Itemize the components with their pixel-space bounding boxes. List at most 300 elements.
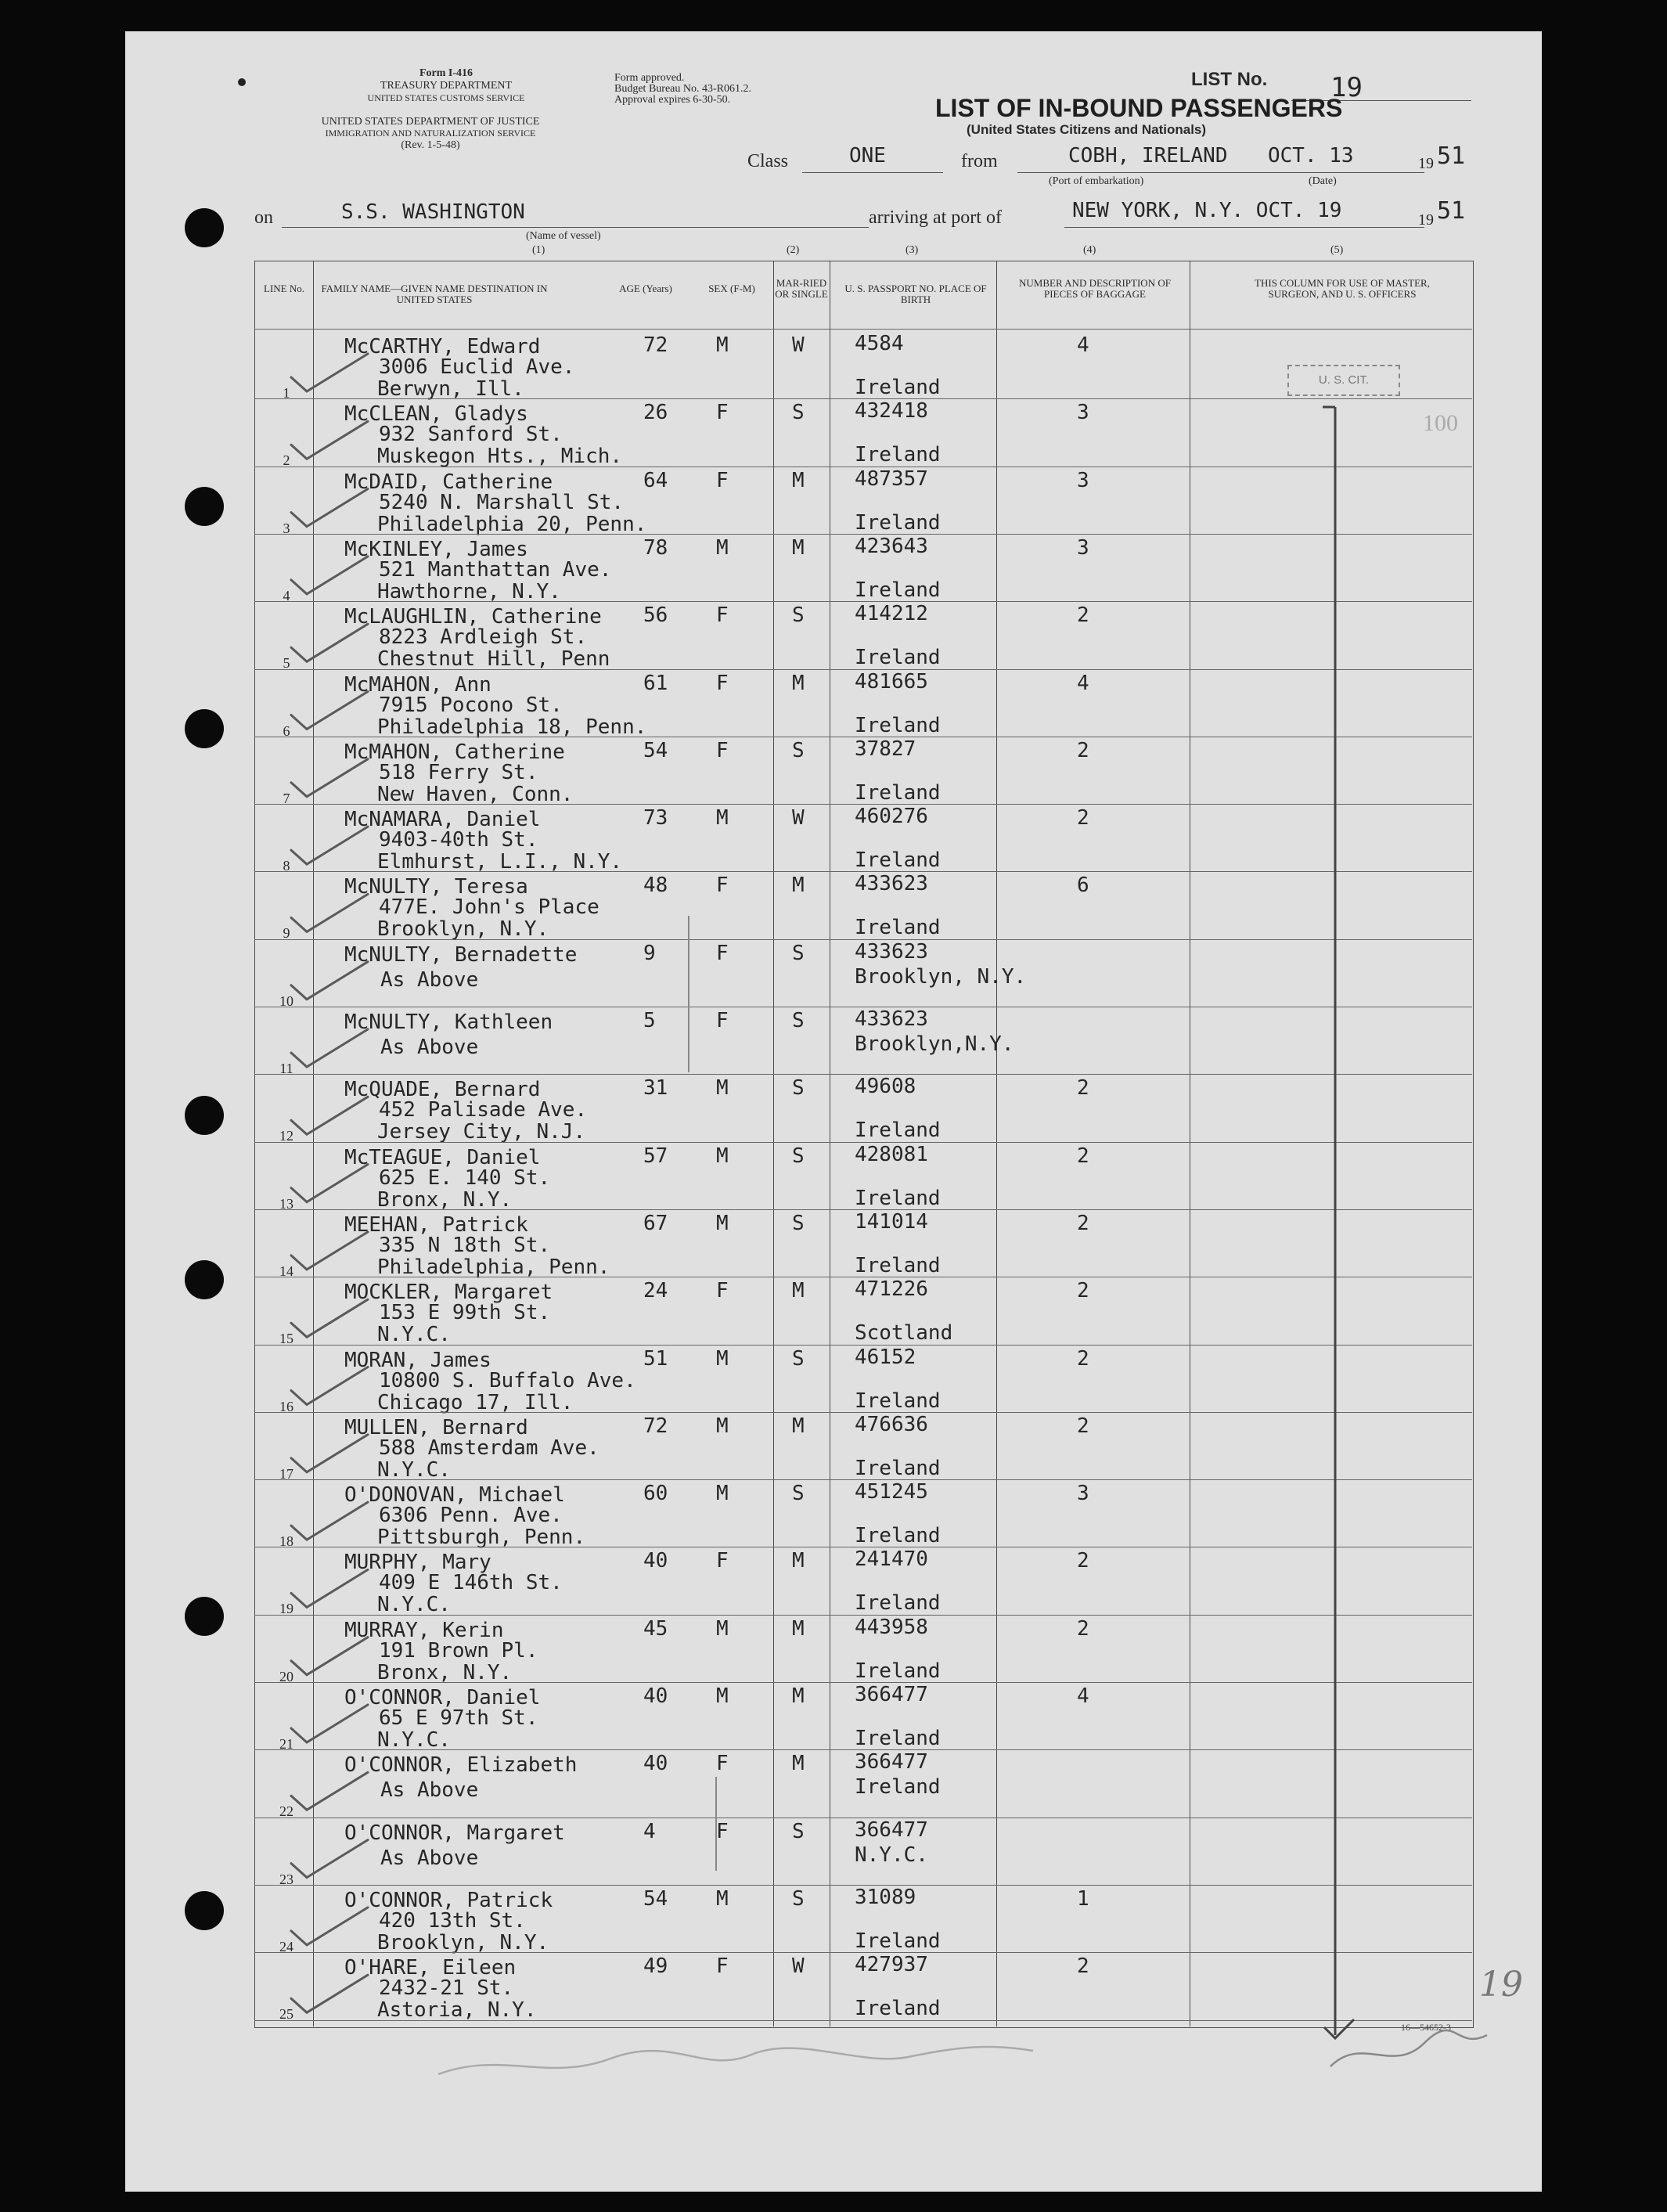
passport-number: 487357	[855, 467, 928, 491]
col-header-baggage: NUMBER AND DESCRIPTION OF PIECES OF BAGGAGE	[1019, 277, 1171, 300]
line-number: 9	[283, 925, 290, 942]
class-underline	[802, 172, 943, 173]
place-of-birth: Ireland	[855, 510, 941, 535]
age: 40	[643, 1684, 668, 1708]
address-line-1: 521 Manthattan Ave.	[379, 557, 612, 582]
baggage-count: 4	[1077, 671, 1089, 695]
address-line-2: N.Y.C.	[377, 1323, 451, 1347]
passport-number: 366477	[855, 1818, 928, 1842]
sex: M	[716, 1144, 729, 1168]
address-line-2: Bronx, N.Y.	[377, 1187, 513, 1212]
margin-note: 19	[1479, 1965, 1523, 2005]
age: 24	[643, 1279, 668, 1303]
age: 26	[643, 401, 668, 425]
place-of-birth: Ireland	[855, 578, 941, 602]
form-id: Form I-416	[419, 67, 473, 79]
address-line-1: 625 E. 140 St.	[379, 1165, 551, 1190]
date-caption: (Date)	[1309, 175, 1337, 187]
baggage-count: 2	[1077, 806, 1089, 830]
age: 72	[643, 1414, 668, 1438]
address-line-1: 191 Brown Pl.	[379, 1638, 538, 1663]
line-number: 17	[279, 1465, 293, 1482]
arrival-underline	[1064, 227, 1424, 228]
line-number: 15	[279, 1331, 293, 1347]
sex: F	[716, 941, 729, 965]
passport-number: 366477	[855, 1683, 928, 1706]
col-num-3: (3)	[906, 244, 919, 256]
line-number: 12	[279, 1128, 293, 1144]
baggage-count: 2	[1077, 738, 1089, 762]
address-line-2: Elmhurst, L.I., N.Y.	[377, 850, 623, 874]
passport-number: 433623	[855, 939, 928, 964]
address-line-2: Brooklyn, N.Y.	[377, 917, 549, 942]
col-header-age: AGE (Years)	[619, 283, 672, 294]
address-line-2: N.Y.C.	[377, 1593, 451, 1617]
sex: F	[716, 468, 729, 492]
citizen-stamp: U. S. CIT.	[1287, 365, 1400, 396]
baggage-count: 3	[1077, 468, 1089, 492]
passenger-name: McMAHON, Catherine	[344, 740, 565, 764]
binder-hole	[185, 208, 224, 247]
line-number: 14	[279, 1263, 293, 1279]
sex: M	[716, 1414, 729, 1438]
binder-hole	[185, 1597, 224, 1636]
baggage-count: 3	[1077, 535, 1089, 560]
place-of-birth: Ireland	[855, 713, 941, 737]
vessel-caption: (Name of vessel)	[526, 230, 601, 242]
age: 45	[643, 1616, 668, 1641]
embark-caption: (Port of embarkation)	[1049, 175, 1144, 187]
line-number: 24	[279, 1938, 293, 1954]
sex: F	[716, 738, 729, 762]
col-header-passport: U. S. PASSPORT NO. PLACE OF BIRTH	[844, 283, 987, 305]
passenger-name: McQUADE, Bernard	[344, 1078, 541, 1102]
passport-number: 4584	[855, 332, 904, 355]
baggage-count: 2	[1077, 1616, 1089, 1641]
age: 9	[643, 941, 656, 965]
marital-status: W	[792, 806, 805, 830]
passenger-name: McNULTY, Teresa	[344, 875, 528, 899]
age: 67	[643, 1211, 668, 1235]
address-line-1: 477E. John's Place	[379, 895, 599, 920]
line-number: 22	[279, 1803, 293, 1820]
stamp-note: 100	[1423, 410, 1458, 436]
age: 64	[643, 468, 668, 492]
passport-number: 141014	[855, 1209, 928, 1234]
marital-status: W	[792, 1954, 805, 1979]
passenger-name: McNAMARA, Daniel	[344, 808, 541, 832]
embark-date: OCT. 13	[1268, 144, 1354, 168]
sex: M	[716, 1684, 729, 1708]
address-line-1: 65 E 97th St.	[379, 1706, 538, 1730]
page-title: LIST OF IN-BOUND PASSENGERS	[935, 94, 1343, 122]
place-of-birth: Ireland	[855, 646, 941, 670]
embark-year-prefix: 19	[1418, 155, 1434, 172]
marital-status: S	[792, 941, 805, 965]
age: 40	[643, 1752, 668, 1776]
baggage-count: 2	[1077, 1076, 1089, 1101]
marital-status: S	[792, 1144, 805, 1168]
marital-status: M	[792, 874, 805, 898]
place-of-birth: Ireland	[855, 1659, 941, 1683]
age: 60	[643, 1482, 668, 1506]
passport-number: 432418	[855, 399, 928, 423]
line-number: 10	[279, 993, 293, 1009]
place-of-birth: Ireland	[855, 1775, 941, 1800]
sex: F	[716, 1752, 729, 1776]
age: 61	[643, 671, 668, 695]
line-number: 18	[279, 1533, 293, 1550]
baggage-count: 2	[1077, 1144, 1089, 1168]
embark-underline	[1017, 172, 1424, 173]
age: 73	[643, 806, 668, 830]
approval-line: Form approved.	[614, 72, 685, 84]
place-of-birth: Ireland	[855, 1997, 941, 2021]
sex: M	[716, 1482, 729, 1506]
line-number: 1	[283, 385, 290, 401]
address-line-1: 452 Palisade Ave.	[379, 1098, 588, 1122]
row-divider	[254, 2020, 1472, 2021]
sex: M	[716, 1616, 729, 1641]
address-line-2: Bronx, N.Y.	[377, 1660, 513, 1684]
address-line-1: As Above	[380, 967, 479, 992]
place-of-birth: Ireland	[855, 1727, 941, 1750]
place-of-birth: Ireland	[855, 376, 941, 399]
passport-number: 241470	[855, 1547, 928, 1572]
list-number: 19	[1330, 72, 1363, 103]
baggage-count: 4	[1077, 1684, 1089, 1708]
binder-hole	[185, 1260, 224, 1299]
passport-number: 471226	[855, 1277, 928, 1302]
place-of-birth: Ireland	[855, 443, 941, 467]
passenger-name: McMAHON, Ann	[344, 672, 491, 697]
passport-number: 423643	[855, 534, 928, 558]
address-line-2: Philadelphia 18, Penn.	[377, 715, 647, 739]
place-of-birth: Scotland	[855, 1321, 953, 1346]
place-of-birth: Ireland	[855, 1389, 941, 1413]
col-divider	[773, 261, 774, 2026]
marital-status: M	[792, 468, 805, 492]
marital-status: M	[792, 1549, 805, 1573]
address-line-1: 588 Amsterdam Ave.	[379, 1436, 599, 1460]
passenger-name: MEEHAN, Patrick	[344, 1212, 528, 1237]
vessel-underline	[282, 227, 869, 228]
on-label: on	[254, 207, 273, 228]
address-line-1: 420 13th St.	[379, 1908, 526, 1933]
arrival-port: NEW YORK, N.Y. OCT. 19	[1072, 199, 1342, 222]
marital-status: S	[792, 603, 805, 628]
passenger-name: MOCKLER, Margaret	[344, 1281, 553, 1305]
baggage-count: 1	[1077, 1886, 1089, 1911]
passenger-name: MORAN, James	[344, 1348, 491, 1372]
sex: M	[716, 1211, 729, 1235]
address-line-2: N.Y.C.	[377, 1728, 451, 1752]
age: 49	[643, 1954, 668, 1979]
passenger-name: McTEAGUE, Daniel	[344, 1145, 541, 1169]
col-num-2: (2)	[787, 244, 800, 256]
passenger-name: MURRAY, Kerin	[344, 1618, 504, 1642]
col-header-married: MAR-RIED OR SINGLE	[775, 277, 828, 300]
place-of-birth: Ireland	[855, 848, 941, 873]
passenger-name: McCLEAN, Gladys	[344, 402, 528, 427]
passenger-name: McNULTY, Bernadette	[344, 942, 578, 967]
age: 72	[643, 333, 668, 357]
baggage-count: 2	[1077, 1414, 1089, 1438]
place-of-birth: Ireland	[855, 1524, 941, 1548]
expires-line: Approval expires 6-30-50.	[614, 94, 731, 106]
line-number: 3	[283, 520, 290, 536]
rev-label: (Rev. 1-5-48)	[401, 139, 460, 151]
col-num-5: (5)	[1330, 244, 1344, 256]
line-number: 8	[283, 858, 290, 874]
col-num-1: (1)	[532, 244, 545, 256]
address-line-2: N.Y.C.	[377, 1457, 451, 1482]
baggage-count: 2	[1077, 1346, 1089, 1371]
col-divider	[996, 261, 997, 2026]
line-number: 16	[279, 1398, 293, 1414]
line-number: 11	[279, 1061, 293, 1076]
address-line-1: 2432-21 St.	[379, 1976, 514, 2001]
marital-status: M	[792, 1616, 805, 1641]
passport-number: 476636	[855, 1412, 928, 1436]
line-number: 21	[279, 1736, 293, 1752]
address-line-1: As Above	[380, 1036, 479, 1059]
passport-number: 46152	[855, 1345, 916, 1369]
header-divider	[254, 329, 1472, 330]
sex: F	[716, 1009, 729, 1032]
class-value: ONE	[849, 144, 886, 168]
baggage-count: 2	[1077, 1549, 1089, 1573]
place-of-birth: Ireland	[855, 1456, 941, 1480]
passenger-name: McCARTHY, Edward	[344, 335, 541, 358]
sex: F	[716, 1954, 729, 1979]
passenger-name: McKINLEY, James	[344, 537, 528, 561]
passport-number: 31089	[855, 1885, 916, 1909]
address-line-2: Philadelphia, Penn.	[377, 1255, 610, 1279]
marital-status: W	[792, 333, 805, 357]
passenger-name: O'CONNOR, Elizabeth	[344, 1753, 578, 1778]
address-line-2: Astoria, N.Y.	[377, 1998, 537, 2023]
class-label: Class	[747, 151, 789, 171]
col-num-4: (4)	[1083, 244, 1096, 256]
sex: F	[716, 1279, 729, 1303]
age: 54	[643, 738, 668, 762]
address-line-2: Jersey City, N.J.	[377, 1120, 586, 1144]
baggage-count: 2	[1077, 1279, 1089, 1303]
baggage-count: 6	[1077, 874, 1089, 898]
binder-hole	[185, 487, 224, 526]
address-line-2: Berwyn, Ill.	[377, 377, 524, 401]
passenger-name: O'CONNOR, Patrick	[344, 1888, 553, 1912]
passport-number: 451245	[855, 1480, 928, 1504]
list-label: LIST No.	[1191, 69, 1268, 90]
age: 78	[643, 535, 668, 560]
address-line-1: 9403-40th St.	[379, 828, 538, 852]
binder-hole	[185, 1096, 224, 1135]
age: 56	[643, 603, 668, 628]
arrival-year-prefix: 19	[1418, 211, 1434, 229]
sex: M	[716, 1076, 729, 1101]
embark-port: COBH, IRELAND	[1068, 144, 1228, 168]
passport-number: 443958	[855, 1615, 928, 1639]
address-line-2: Chicago 17, Ill.	[377, 1390, 574, 1414]
from-label: from	[961, 151, 998, 171]
age: 48	[643, 874, 668, 898]
col-header-sex: SEX (F-M)	[708, 283, 755, 294]
binder-hole	[185, 709, 224, 748]
address-line-1: 10800 S. Buffalo Ave.	[379, 1368, 636, 1392]
place-of-birth: N.Y.C.	[855, 1843, 928, 1867]
page-subtitle: (United States Citizens and Nationals)	[967, 122, 1207, 137]
marital-status: M	[792, 671, 805, 695]
place-of-birth: Brooklyn,N.Y.	[855, 1032, 1014, 1056]
sex: F	[716, 874, 729, 898]
place-of-birth: Ireland	[855, 780, 941, 805]
passport-number: 428081	[855, 1142, 928, 1166]
address-line-1: 3006 Euclid Ave.	[379, 355, 575, 379]
marital-status: M	[792, 535, 805, 560]
place-of-birth: Brooklyn, N.Y.	[855, 964, 1027, 989]
line-number: 7	[283, 790, 290, 806]
place-of-birth: Ireland	[855, 916, 941, 940]
col-divider	[313, 261, 314, 2026]
passport-number: 433623	[855, 1007, 928, 1031]
marital-status: M	[792, 1279, 805, 1303]
place-of-birth: Ireland	[855, 1929, 941, 1953]
age: 40	[643, 1549, 668, 1573]
address-line-2: Brooklyn, N.Y.	[377, 1930, 549, 1954]
place-of-birth: Ireland	[855, 1253, 941, 1277]
passenger-name: McNULTY, Kathleen	[344, 1011, 553, 1034]
passenger-name: O'DONOVAN, Michael	[344, 1483, 565, 1508]
passport-number: 49608	[855, 1075, 916, 1099]
place-of-birth: Ireland	[855, 1119, 941, 1143]
pin-hole	[238, 78, 246, 86]
address-line-1: 6306 Penn. Ave.	[379, 1504, 563, 1528]
sex: F	[716, 603, 729, 628]
sex: M	[716, 535, 729, 560]
col-header-line: LINE No.	[264, 283, 304, 294]
address-line-2: Hawthorne, N.Y.	[377, 579, 561, 603]
baggage-count: 4	[1077, 333, 1089, 357]
marital-status: S	[792, 1009, 805, 1032]
passenger-name: O'CONNOR, Daniel	[344, 1686, 541, 1709]
line-number: 6	[283, 722, 290, 739]
marital-status: S	[792, 1346, 805, 1371]
marital-status: S	[792, 1819, 805, 1843]
sex: M	[716, 1346, 729, 1371]
marital-status: M	[792, 1752, 805, 1776]
baggage-count: 2	[1077, 1211, 1089, 1235]
col-header-officers: THIS COLUMN FOR USE OF MASTER, SURGEON, AND U. S. OFFICERS	[1255, 277, 1430, 300]
address-line-2: Muskegon Hts., Mich.	[377, 445, 623, 469]
sex: F	[716, 401, 729, 425]
col-header-name: FAMILY NAME—GIVEN NAME DESTINATION IN UNITED STATES	[321, 283, 548, 305]
age: 54	[643, 1886, 668, 1911]
arrival-year: 51	[1437, 197, 1466, 225]
marital-status: S	[792, 1076, 805, 1101]
address-line-1: As Above	[380, 1846, 479, 1870]
line-number: 4	[283, 587, 290, 603]
ins-label: IMMIGRATION AND NATURALIZATION SERVICE	[325, 128, 536, 139]
address-line-1: 932 Sanford St.	[379, 423, 563, 447]
budget-line: Budget Bureau No. 43-R061.2.	[614, 83, 751, 95]
line-number: 19	[279, 1601, 293, 1617]
address-line-1: 5240 N. Marshall St.	[379, 490, 625, 514]
age: 4	[643, 1819, 656, 1843]
sex: F	[716, 1549, 729, 1573]
marital-status: S	[792, 1211, 805, 1235]
baggage-count: 2	[1077, 603, 1089, 628]
line-number: 2	[283, 452, 290, 469]
passenger-name: McLAUGHLIN, Catherine	[344, 605, 602, 629]
passport-number: 37827	[855, 737, 916, 761]
marital-status: S	[792, 1482, 805, 1506]
marital-status: M	[792, 1414, 805, 1438]
address-line-2: Philadelphia 20, Penn.	[377, 512, 647, 536]
line-number: 5	[283, 655, 290, 672]
line-number: 13	[279, 1195, 293, 1212]
address-line-2: Chestnut Hill, Penn	[377, 647, 610, 672]
passenger-name: O'HARE, Eileen	[344, 1956, 517, 1980]
address-line-1: 8223 Ardleigh St.	[379, 625, 588, 650]
age: 51	[643, 1346, 668, 1371]
customs-label: UNITED STATES CUSTOMS SERVICE	[367, 92, 525, 103]
marital-status: S	[792, 1886, 805, 1911]
age: 5	[643, 1009, 656, 1032]
address-line-1: 153 E 99th St.	[379, 1301, 551, 1325]
marital-status: S	[792, 401, 805, 425]
line-number: 23	[279, 1871, 293, 1887]
passport-number: 427937	[855, 1953, 928, 1977]
passport-number: 433623	[855, 872, 928, 896]
address-line-1: As Above	[380, 1778, 479, 1803]
baggage-count: 3	[1077, 1482, 1089, 1506]
dept-label: TREASURY DEPARTMENT	[380, 80, 513, 92]
passport-number: 460276	[855, 805, 928, 829]
address-line-1: 335 N 18th St.	[379, 1233, 551, 1257]
marital-status: S	[792, 738, 805, 762]
binder-hole	[185, 1891, 224, 1930]
address-line-1: 7915 Pocono St.	[379, 693, 563, 717]
address-line-1: 518 Ferry St.	[379, 760, 538, 784]
sex: M	[716, 1886, 729, 1911]
passport-number: 414212	[855, 602, 928, 626]
passenger-name: O'CONNOR, Margaret	[344, 1821, 565, 1845]
address-line-2: New Haven, Conn.	[377, 782, 574, 806]
form-print-number: 16—54652-3	[1401, 2022, 1451, 2033]
sex: F	[716, 1819, 729, 1843]
passport-number: 481665	[855, 669, 928, 694]
place-of-birth: Ireland	[855, 1591, 941, 1616]
justice-label: UNITED STATES DEPARTMENT OF JUSTICE	[321, 116, 540, 128]
baggage-count: 3	[1077, 401, 1089, 425]
passenger-name: McDAID, Catherine	[344, 470, 553, 494]
age: 57	[643, 1144, 668, 1168]
age: 31	[643, 1076, 668, 1101]
address-line-2: Pittsburgh, Penn.	[377, 1526, 586, 1550]
address-line-1: 409 E 146th St.	[379, 1571, 563, 1595]
passenger-name: MULLEN, Bernard	[344, 1415, 528, 1439]
line-number: 25	[279, 2006, 293, 2023]
embark-year: 51	[1437, 142, 1466, 170]
arriving-label: arriving at port of	[869, 207, 1002, 228]
passenger-name: MURPHY, Mary	[344, 1551, 491, 1575]
sex: M	[716, 333, 729, 357]
marital-status: M	[792, 1684, 805, 1708]
vessel-name: S.S. WASHINGTON	[341, 200, 525, 224]
sex: F	[716, 671, 729, 695]
